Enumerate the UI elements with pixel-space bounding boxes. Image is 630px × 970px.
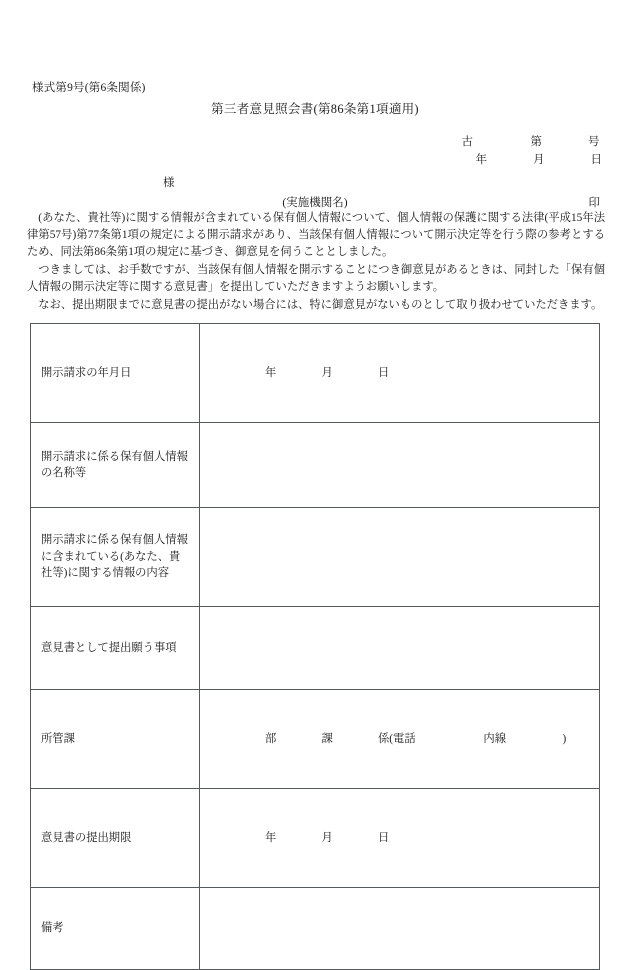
row-value-cell[interactable] bbox=[200, 422, 600, 507]
table-row bbox=[31, 422, 600, 507]
document-date-line: 年 月 日 bbox=[475, 153, 602, 166]
table-row-value: 年 月 日 bbox=[265, 366, 390, 379]
body-text bbox=[27, 210, 605, 315]
table-row-label: 開示請求に係る保有個人情報に含まれている(あなた、貴社等)に関する情報の内容 bbox=[41, 534, 188, 580]
table-row bbox=[31, 689, 600, 788]
body-paragraph-2: つきましては、お手数ですが、当該保有個人情報を開示することにつき御意見があるときは、同封した「保有個人情報の開示決定等に関する意見書」を提出していただきますようお願いします。 bbox=[27, 264, 605, 294]
body-paragraph-1: (あなた、貴社等)に関する情報が含まれている保有個人情報について、個人情報の保護に関する法律(平成15年法律第57号)第77条第1項の規定による開示請求があり、当該保有個人情報について開示決定等を行う際の参考とするため、同法第86条第1項の規定に基づき、御意見を伺うこととしました。 bbox=[27, 212, 605, 259]
table-row-label: 開示請求の年月日 bbox=[41, 366, 132, 379]
row-label-cell bbox=[31, 788, 200, 887]
table-row-label: 所管課 bbox=[41, 732, 75, 745]
table-row-label: 備考 bbox=[41, 922, 64, 935]
row-label-cell bbox=[31, 689, 200, 788]
row-value-cell[interactable] bbox=[200, 507, 600, 606]
form-number: 様式第9号(第6条関係) bbox=[32, 82, 146, 94]
row-label-cell bbox=[31, 422, 200, 507]
table-row-label: 意見書として提出願う事項 bbox=[41, 641, 177, 654]
document-meta-block bbox=[462, 134, 603, 170]
table-row-value: 部 課 係(電話 内線 ) bbox=[265, 732, 567, 745]
issuing-agency-label: (実施機関名) bbox=[282, 197, 348, 209]
table-row bbox=[31, 324, 600, 423]
table-row bbox=[31, 606, 600, 689]
table-row bbox=[31, 788, 600, 887]
table-row-value: 年 月 日 bbox=[265, 831, 390, 844]
row-value-cell[interactable] bbox=[200, 606, 600, 689]
document-number-line: 古 第 号 bbox=[461, 136, 600, 148]
form-table bbox=[30, 323, 600, 970]
table-row bbox=[31, 887, 600, 970]
row-value-cell[interactable] bbox=[200, 887, 600, 970]
table-row-label: 意見書の提出期限 bbox=[41, 831, 132, 844]
addressee-honorific: 様 bbox=[163, 177, 175, 189]
row-label-cell bbox=[31, 606, 200, 689]
row-label-cell bbox=[31, 324, 200, 423]
row-label-cell bbox=[31, 887, 200, 970]
table-row bbox=[31, 507, 600, 606]
row-value-cell[interactable] bbox=[200, 788, 600, 887]
row-label-cell bbox=[31, 507, 200, 606]
page-title: 第三者意見照会書(第86条第1項適用) bbox=[211, 102, 419, 116]
table-row-label: 開示請求に係る保有個人情報の名称等 bbox=[41, 450, 188, 479]
row-value-cell[interactable] bbox=[200, 689, 600, 788]
row-value-cell[interactable] bbox=[200, 324, 600, 423]
body-paragraph-3: なお、提出期限までに意見書の提出がない場合には、特に御意見がないものとして取り扱わせていただきます。 bbox=[38, 298, 603, 311]
seal-mark: 印 bbox=[588, 197, 600, 209]
